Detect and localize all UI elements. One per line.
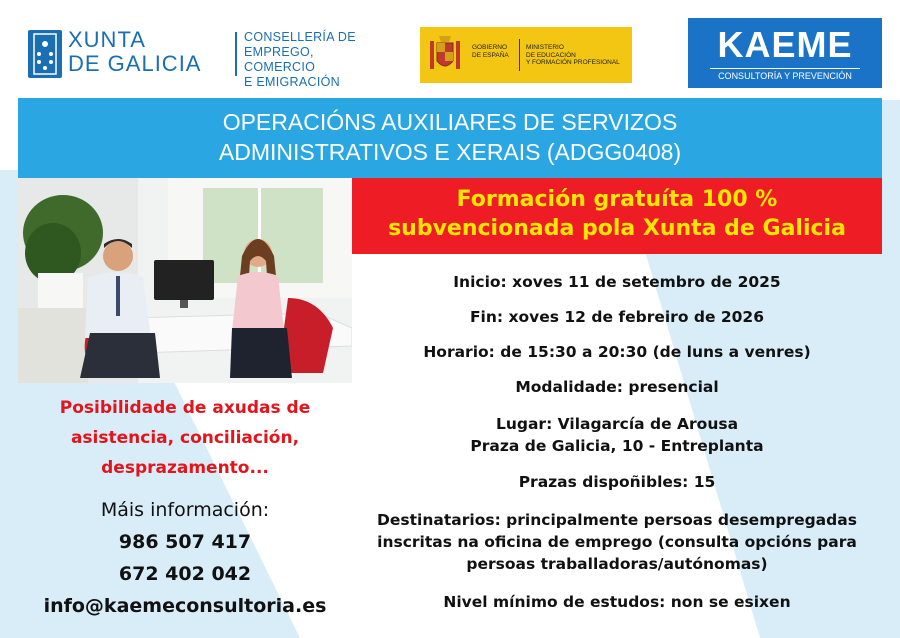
recipients-line2: inscritas na oficina de emprego (consulta opcións para	[377, 533, 857, 551]
course-title-band	[18, 98, 882, 178]
start-date: Inicio: xoves 11 de setembro de 2025	[453, 273, 781, 291]
gobierno-line: DE ESPAÑA	[472, 51, 509, 59]
consellaria-line: EMPREGO, COMERCIO	[244, 45, 316, 74]
gobierno-text	[472, 44, 509, 59]
consellaria-name	[244, 30, 368, 90]
gobierno-line: GOBIERNO	[472, 44, 508, 51]
kaeme-name: KAEME	[717, 24, 853, 65]
free-training-banner	[352, 178, 882, 254]
places-available: Prazas dispoñibles: 15	[518, 473, 716, 491]
xunta-name-line1: XUNTA	[68, 27, 146, 52]
recipients-line1: Destinatarios: principalmente persoas desempregadas	[377, 511, 857, 529]
course-title-line2: ADMINISTRATIVOS E XERAIS (ADGG0408)	[218, 139, 682, 165]
aids-line2: asistencia, conciliación,	[70, 428, 300, 448]
end-date: Fin: xoves 12 de febreiro de 2026	[469, 308, 765, 326]
aids-line3: desprazamento...	[101, 458, 269, 478]
consellaria-line: CONSELLERÍA DE	[244, 30, 356, 44]
xunta-logo	[28, 27, 368, 89]
kaeme-subtitle: CONSULTORÍA Y PREVENCIÓN	[718, 71, 852, 81]
modality: Modalidade: presencial	[515, 378, 719, 396]
ministerio-line: DE EDUCACIÓN	[526, 51, 576, 59]
phone-number-2[interactable]: 672 402 042	[118, 563, 252, 585]
course-title-line1: OPERACIÓNS AUXILIARES DE SERVIZOS	[222, 109, 678, 135]
schedule: Horario: de 15:30 a 20:30 (de luns a venres)	[423, 343, 811, 361]
office-photo	[18, 178, 352, 383]
kaeme-logo	[688, 18, 882, 88]
phone-number-1[interactable]: 986 507 417	[118, 531, 252, 553]
coat-of-arms-icon	[428, 33, 462, 77]
banner-line2: subvencionada pola Xunta de Galicia	[388, 216, 846, 241]
xunta-shield-icon	[28, 30, 62, 78]
ministerio-text	[526, 44, 620, 67]
divider	[235, 32, 237, 76]
gobierno-logo	[420, 27, 632, 83]
aids-line1: Posibilidade de axudas de	[59, 398, 311, 418]
minimum-education: Nivel mínimo de estudos: non se esixen	[443, 593, 791, 611]
ministerio-line: MINISTERIO	[526, 44, 564, 51]
more-info-label: Máis información:	[100, 499, 270, 521]
xunta-name-line2: DE GALICIA	[68, 51, 202, 76]
divider	[710, 68, 860, 69]
email-link[interactable]: info@kaemeconsultoria.es	[43, 595, 327, 617]
divider	[519, 39, 520, 71]
banner-line1: Formación gratuíta 100 %	[456, 187, 778, 212]
location-line1: Lugar: Vilagarcía de Arousa	[495, 415, 739, 433]
location-line2: Praza de Galicia, 10 - Entreplanta	[470, 437, 764, 455]
ministerio-line: Y FORMACIÓN PROFESIONAL	[526, 59, 620, 66]
recipients-line3: persoas traballadoras/autónomas)	[466, 555, 768, 573]
consellaria-line: E EMIGRACIÓN	[244, 75, 340, 89]
